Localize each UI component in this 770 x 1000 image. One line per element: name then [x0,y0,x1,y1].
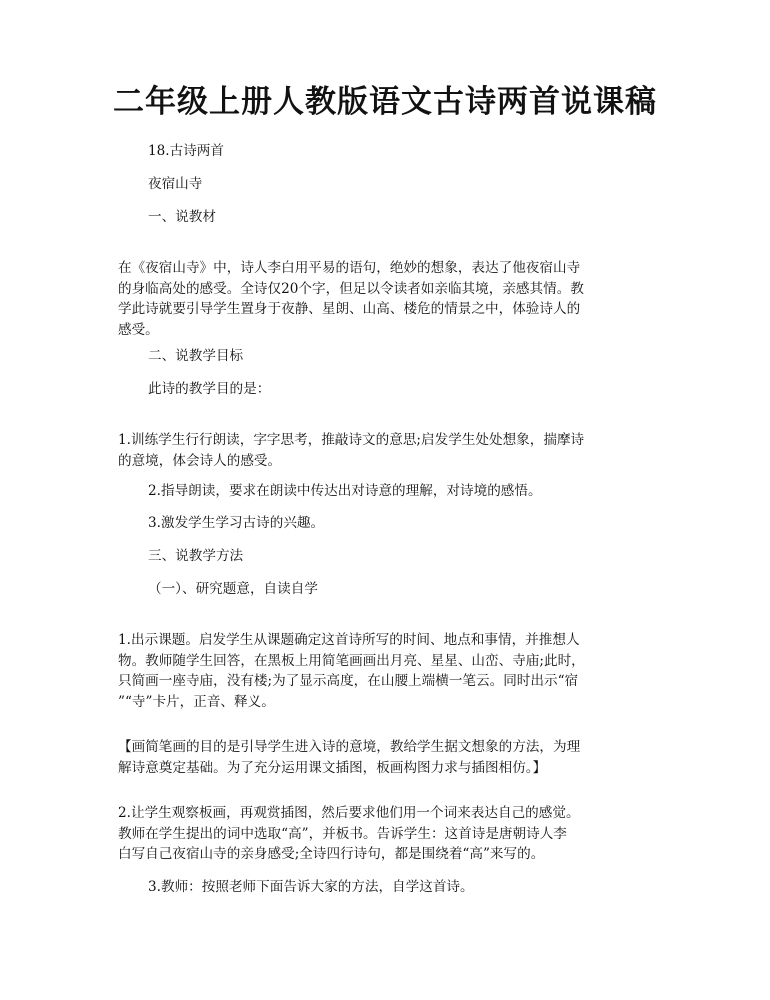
list-item [148,513,324,534]
list-item [148,877,474,898]
text-line: 三、说教学方法 [148,548,244,564]
list-item [148,481,542,502]
lesson-number-heading [148,141,224,162]
document-title: 二年级上册人教版语文古诗两首说课稿 [113,84,657,120]
section-heading [148,207,216,228]
text-line: 的意境，体会诗人的感受。 [118,452,282,469]
text-line: 夜宿山寺 [148,176,203,192]
text-line: 感受。 [118,321,159,338]
text-line: 一、说教材 [148,209,216,225]
list-item [118,803,580,865]
text-line: 【画简笔画的目的是引导学生进入诗的意境，教给学生据文想象的方法，为理 [118,739,581,755]
list-item [118,430,584,471]
text-line: 1.出示课题。启发学生从课题确定这首诗所写的时间、地点和事情，并推想人 [118,632,580,648]
text-line: 只简画一座寺庙，没有楼;为了显示高度，在山腰上端横一笔云。同时出示“宿 [118,673,579,689]
text-line: 物。教师随学生回答，在黑板上用简笔画画出月亮、星星、山峦、寺庙;此时， [118,652,585,669]
paragraph [118,258,584,340]
text-line: 解诗意奠定基础。为了充分运用课文插图，板画构图力求与插图相仿。】 [118,759,547,776]
text-line: 学此诗就要引导学生置身于夜静、星朗、山高、楼危的情景之中，体验诗人的 [118,301,581,317]
note-paragraph [118,737,580,778]
text-line: 二、说教学目标 [148,348,244,364]
text-line: 此诗的教学目的是： [148,381,271,397]
subsection-heading [148,579,318,600]
paragraph [148,379,270,400]
text-line: 3.教师：按照老师下面告诉大家的方法，自学这首诗。 [148,879,474,895]
text-line: 的身临高处的感受。全诗仅20个字，但足以令读者如亲临其境，亲感其情。教 [118,280,584,297]
poem-title [148,174,202,195]
text-line: 2.指导朗读，要求在朗读中传达出对诗意的理解，对诗境的感悟。 [148,483,542,499]
text-line: 教师在学生提出的词中选取“高”，并板书。告诉学生：这首诗是唐朝诗人李 [118,825,567,842]
text-line: （一）、研究题意，自读自学 [148,581,318,597]
text-line: 在《夜宿山寺》中，诗人李白用平易的语句，绝妙的想象，表达了他夜宿山寺 [118,260,581,276]
list-item [118,630,585,712]
text-line: 3.激发学生学习古诗的兴趣。 [148,515,325,531]
section-heading [148,546,243,567]
section-heading [148,346,243,367]
text-line: 白写自己夜宿山寺的亲身感受;全诗四行诗句，都是围绕着“高”来写的。 [118,846,545,862]
text-line: 1.训练学生行行朗读，字字思考，推敲诗文的意思;启发学生处处想象，揣摩诗 [118,432,585,448]
text-line: 18.古诗两首 [148,143,224,159]
text-line: ”“寺”卡片，正音、释义。 [118,693,275,710]
text-line: 2.让学生观察板画，再观赏插图，然后要求他们用一个词来表达自己的感觉。 [118,805,580,821]
